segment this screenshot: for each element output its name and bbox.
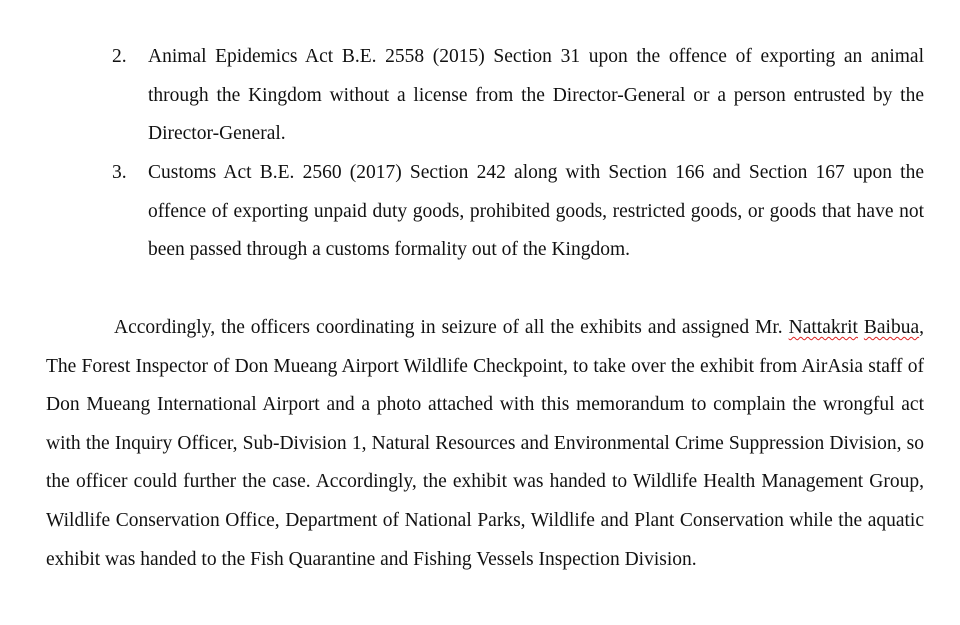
list-item-text: Customs Act B.E. 2560 (2017) Section 242 along with Section 166 and Section 167 upon the offence of exporting unpaid duty goods, prohibited goods, restricted goods, or goods that have not been passed through a customs formality out of the Kingdom. [148, 162, 924, 260]
list-item-text: Animal Epidemics Act B.E. 2558 (2015) Section 31 upon the offence of exporting an animal through the Kingdom without a license from the Director-General or a person entrusted by the Director-General. [148, 46, 924, 144]
paragraph-rest: , The Forest Inspector of Don Mueang Airport Wildlife Checkpoint, to take over the exhibit from AirAsia staff of Don Mueang International Airport and a photo attached with this memorandum to complain the wrongful act with the Inquiry Officer, Sub-Division 1, Natural Resources and Environmental Crime Suppression Division, so the officer could further the case. Accordingly, the exhibit was handed to Wildlife Health Management Group, Wildlife Conservation Office, Department of National Parks, Wildlife and Plant Conservation while the aquatic exhibit was handed to the Fish Quarantine and Fishing Vessels Inspection Division. [46, 317, 924, 570]
list-item [112, 154, 924, 270]
paragraph-lead: Accordingly, the officers coordinating in seizure of all the exhibits and assigned Mr. [114, 317, 789, 338]
spellcheck-word[interactable]: Baibua [863, 317, 920, 338]
list-item-number: 2. [112, 46, 127, 67]
body-paragraph [46, 309, 924, 579]
list-item [112, 38, 924, 154]
spellcheck-word[interactable]: Nattakrit [788, 317, 858, 338]
list-item-number: 3. [112, 162, 127, 183]
